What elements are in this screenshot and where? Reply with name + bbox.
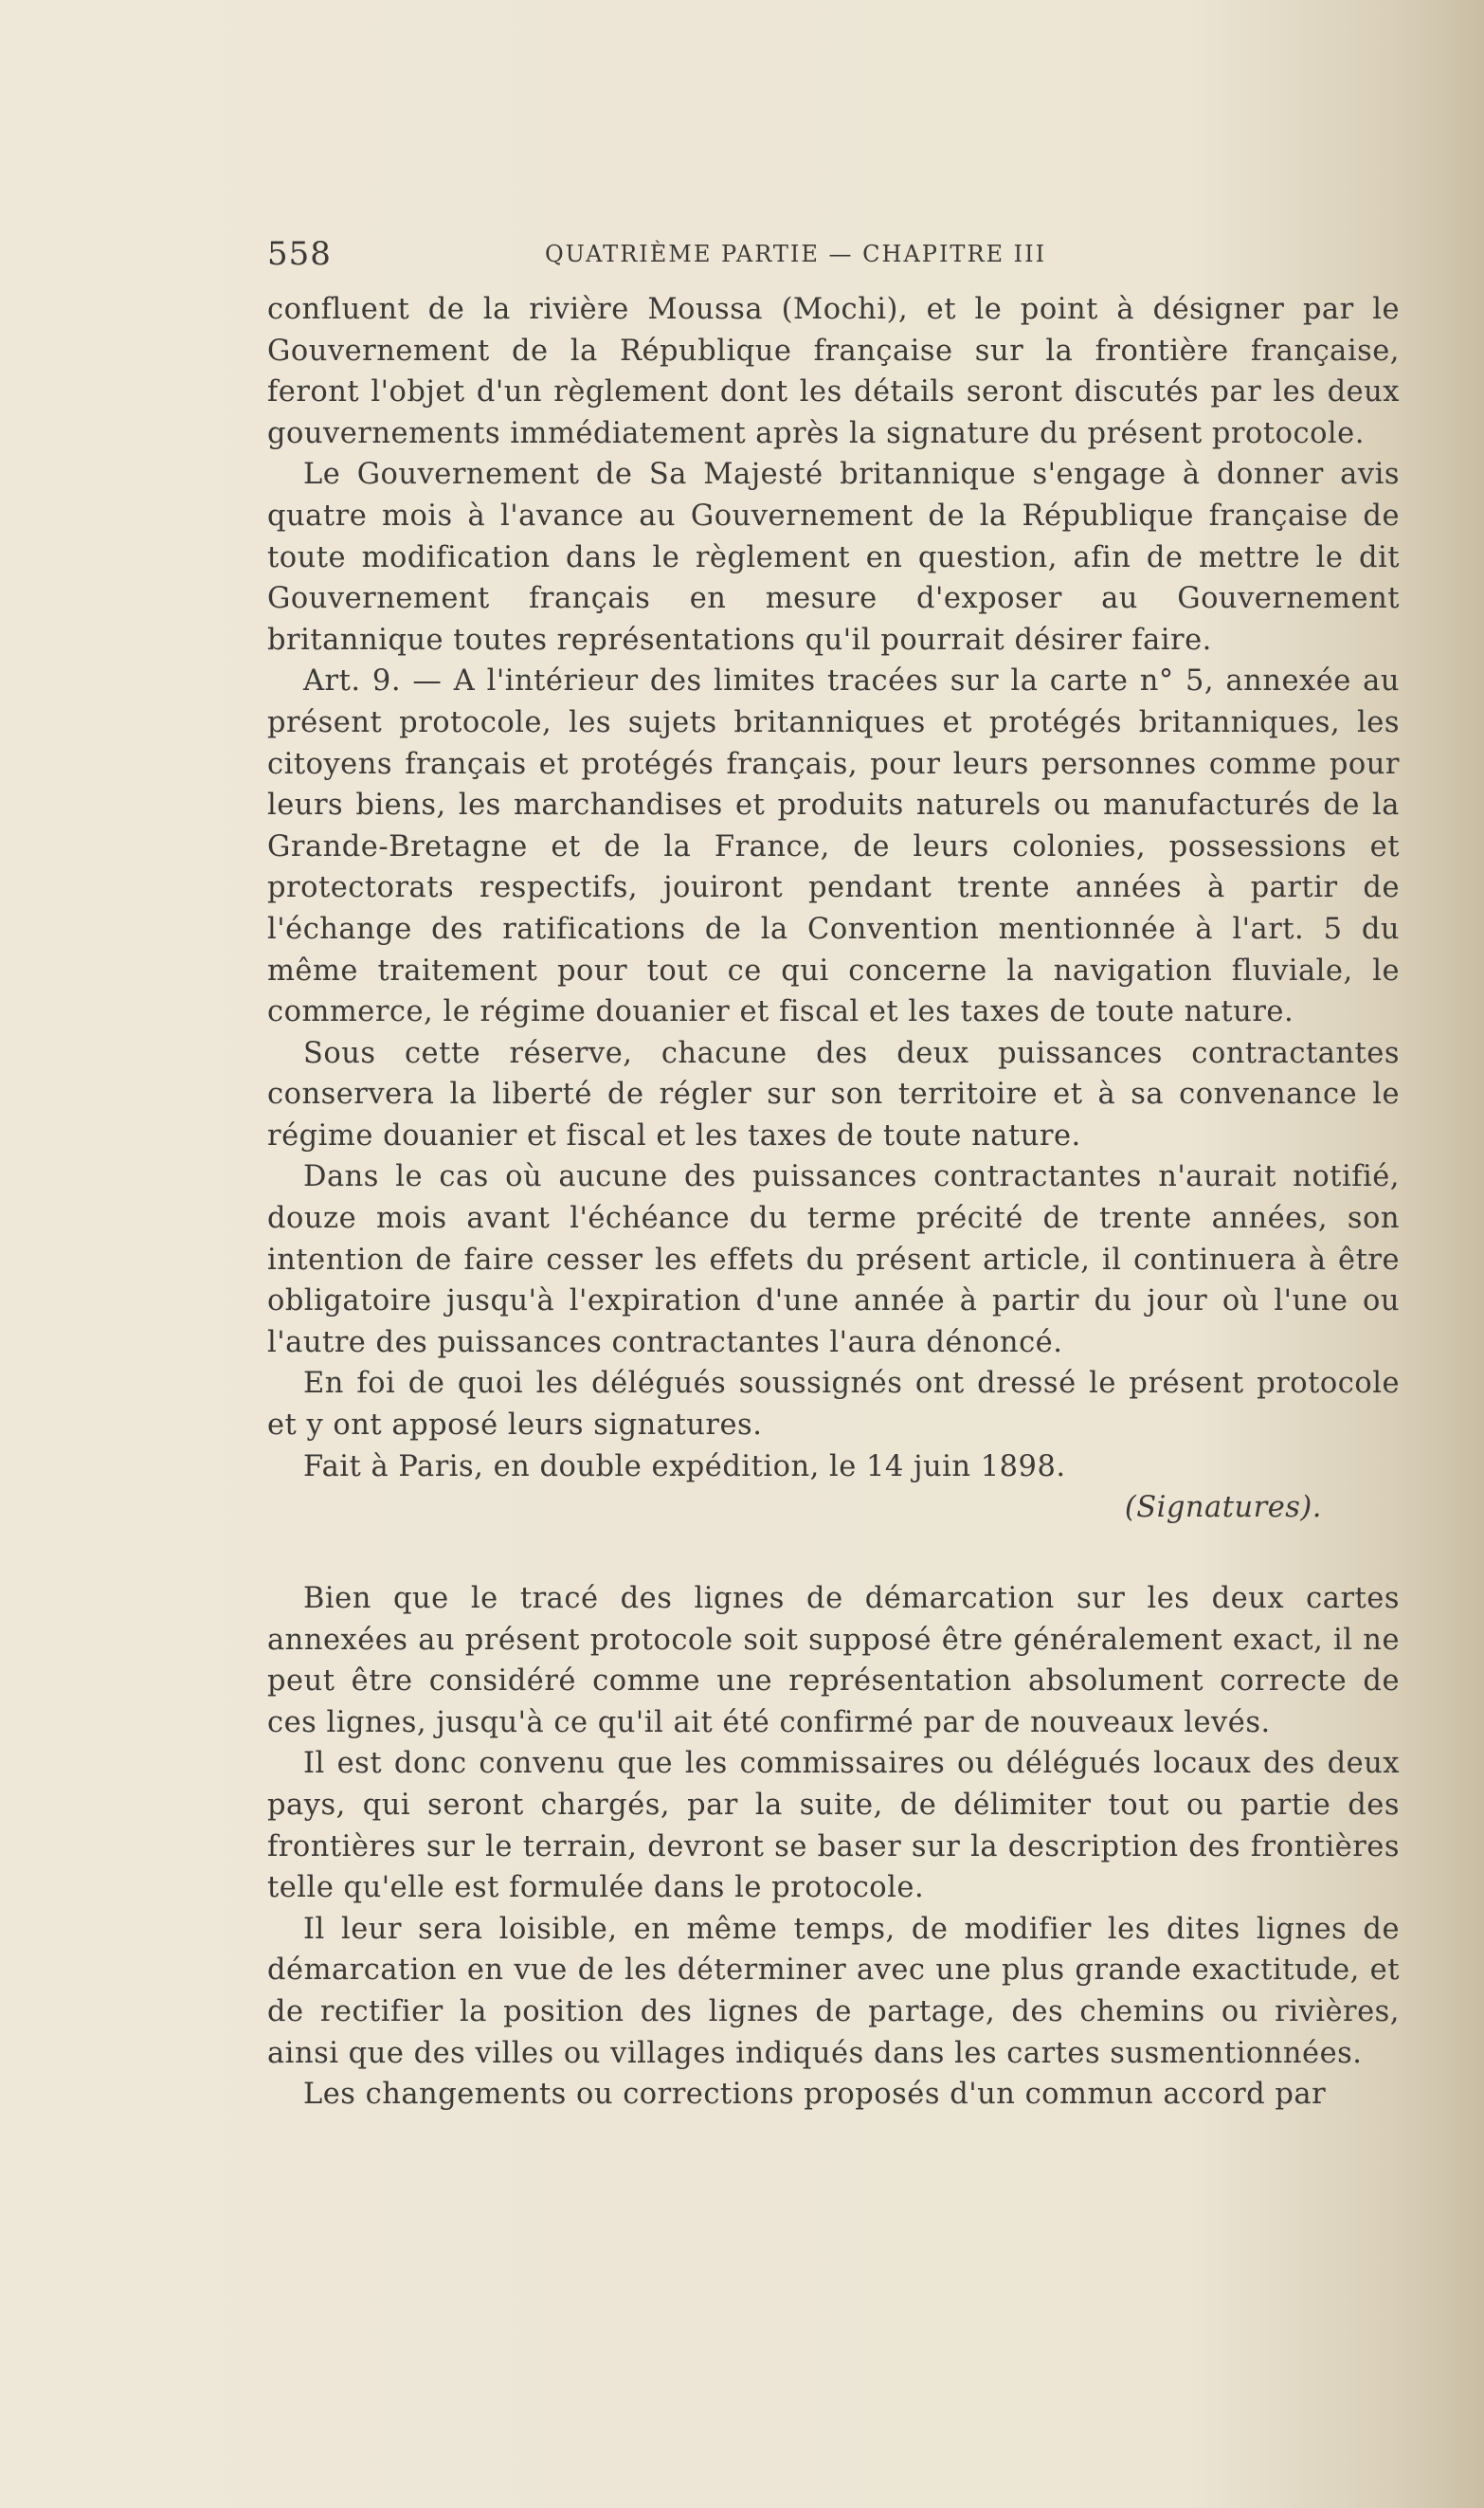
page-header [267,235,1404,273]
date-line: Fait à Paris, en double expédition, le 14 juin 1898. [303,1449,1066,1483]
article-9-paragraph: Art. 9. — A l'intérieur des limites tracées sur la carte n° 5, annexée au présent protocole, les sujets britanniques et protégés britanniques, les citoyens français et protégés français, pour leurs personnes comme pour leurs biens, les marchandises et produits naturels ou manufacturés de la Grande-Bretagne et de la France, de leurs colonies, possessions et protectorats respectifs, jouiront pendant trente années à partir de l'échange des ratifications de la Convention mentionnée à l'art. 5 du même traitement pour tout ce qui concerne la navigation fluviale, le commerce, le régime douanier et fiscal et les taxes de toute nature. [267,664,1400,1029]
paragraph: En foi de quoi les délégués soussignés ont dressé le présent protocole et y ont apposé leurs signatures. [267,1367,1400,1443]
annex-paragraph: Les changements ou corrections proposés d'un commun accord par [303,2078,1327,2112]
page-number: 558 [267,235,332,273]
annex-paragraph: Bien que le tracé des lignes de démarcation sur les deux cartes annexées au présent protocole soit supposé être généralement exact, il ne peut être considéré comme une représentation absolument correcte de ces lignes, jusqu'à ce qu'il ait été confirmé par de nouveaux levés. [267,1582,1400,1739]
running-head: QUATRIÈME PARTIE — CHAPITRE III [545,241,1047,267]
paragraph: Le Gouvernement de Sa Majesté britannique s'engage à donner avis quatre mois à l'avance au Gouvernement de la République française de toute modification dans le règlement en question, afin de mettre le dit Gouvernement français en mesure d'exposer au Gouvernement britannique toutes représentations qu'il pourrait désirer faire. [267,458,1400,657]
paragraph: Sous cette réserve, chacune des deux puissances contractantes conservera la liberté de régler sur son territoire et à sa convenance le régime douanier et fiscal et les taxes de toute nature. [267,1036,1400,1153]
main-text [267,289,1400,1529]
annex-text [267,1578,1400,2116]
annex-paragraph: Il est donc convenu que les commissaires ou délégués locaux des deux pays, qui seront chargés, par la suite, de délimiter tout ou partie des frontières sur le terrain, devront se baser sur la description des frontières telle qu'elle est formulée dans le protocole. [267,1747,1400,1905]
annex-paragraph: Il leur sera loisible, en même temps, de modifier les dites lignes de démarcation en vue de les déterminer avec une plus grande exactitude, et de rectifier la position des lignes de partage, des chemins ou rivières, ainsi que des villes ou villages indiqués dans les cartes susmentionnées. [267,1912,1400,2070]
paragraph: Dans le cas où aucune des puissances contractantes n'aurait notifié, douze mois avant l'échéance du terme précité de trente années, son intention de faire cesser les effets du présent article, il continuera à être obligatoire jusqu'à l'expiration d'une année à partir du jour où l'une ou l'autre des puissances contractantes l'aura dénoncé. [267,1160,1400,1359]
signatures-line: (Signatures). [1124,1491,1322,1525]
paragraph: confluent de la rivière Moussa (Mochi), et le point à désigner par le Gouvernement de la République française sur la frontière française, feront l'objet d'un règlement dont les détails seront discutés par les deux gouvernements immédiatement après la signature du présent protocole. [267,293,1400,450]
